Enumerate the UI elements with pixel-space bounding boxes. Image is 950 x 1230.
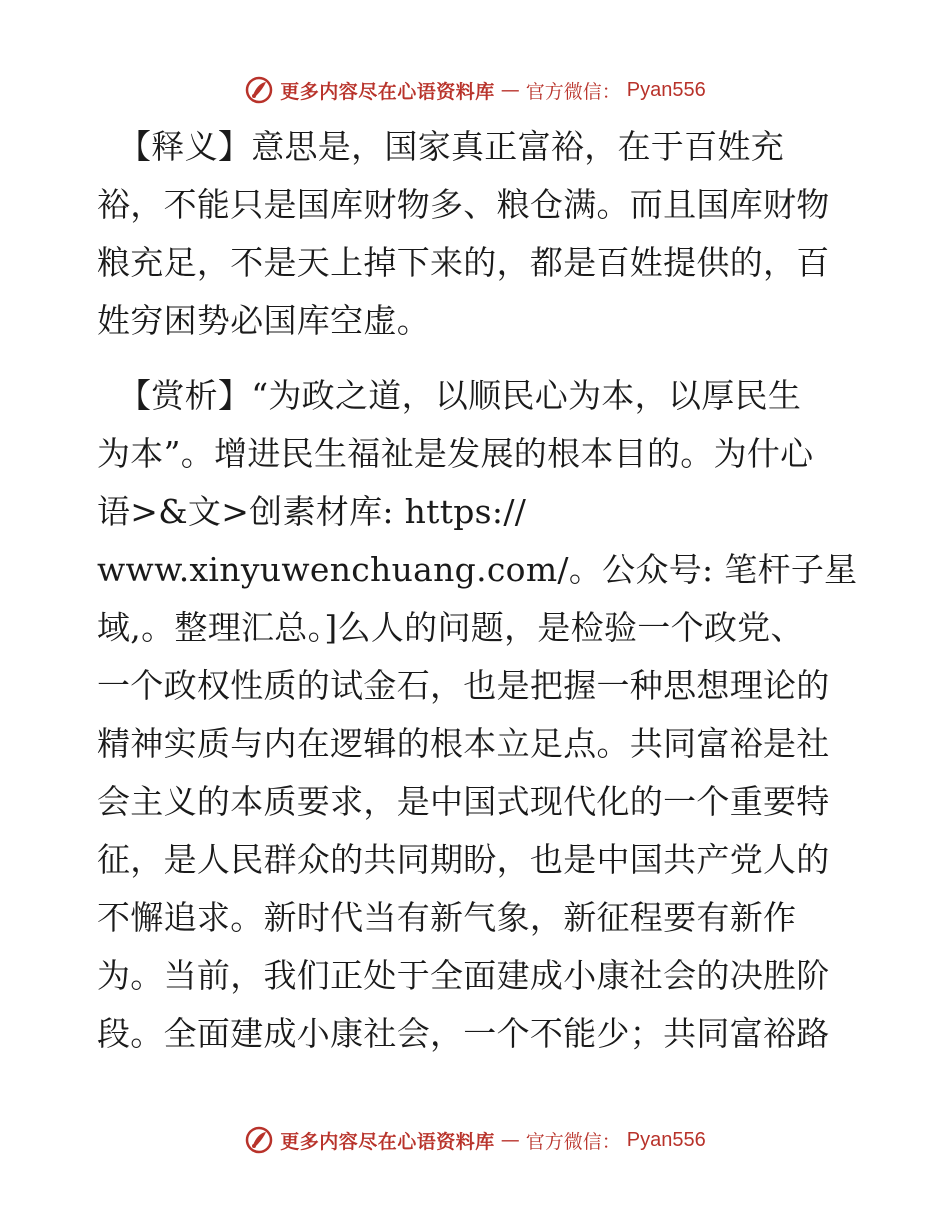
body-line: 精神实质与内在逻辑的根本立足点。共同富裕是社 — [97, 724, 830, 763]
body-line: 【赏析】“为政之道，以顺民心为本，以厚民生 — [118, 376, 802, 415]
body-line: 会主义的本质要求，是中国式现代化的一个重要特 — [97, 782, 830, 821]
body-line: 段。全面建成小康社会，一个不能少；共同富裕路 — [97, 1014, 830, 1053]
banner-dash: — — [500, 1129, 520, 1151]
body-line: 为本”。增进民生福祉是发展的根本目的。为什心 — [97, 434, 814, 473]
banner-contact-handle: Pyan556 — [626, 1128, 706, 1151]
banner-dash: — — [500, 79, 520, 101]
body-line: 一个政权性质的试金石，也是把握一种思想理论的 — [97, 666, 830, 705]
banner-contact-handle: Pyan556 — [626, 78, 706, 101]
banner-contact-label: 官方微信： — [525, 80, 621, 103]
body-line: 【释义】意思是，国家真正富裕，在于百姓充 — [118, 127, 784, 166]
banner-contact-label: 官方微信： — [525, 1130, 621, 1153]
body-line: 语>&文>创素材库: https:// — [97, 492, 527, 531]
brush-logo-icon — [244, 1125, 274, 1155]
body-line: 粮充足，不是天上掉下来的，都是百姓提供的，百 — [97, 243, 830, 282]
banner-text: 更多内容尽在心语资料库 — [280, 1130, 495, 1153]
body-line: www.xinyuwenchuang.com/。公众号: 笔杆子星 — [97, 550, 858, 589]
body-line: 域,。整理汇总。]么人的问题，是检验一个政党、 — [97, 608, 804, 647]
body-line: 征，是人民群众的共同期盼，也是中国共产党人的 — [97, 840, 830, 879]
header-banner — [0, 73, 950, 107]
banner-text: 更多内容尽在心语资料库 — [280, 80, 495, 103]
brush-logo-icon — [244, 75, 274, 105]
body-line: 裕，不能只是国库财物多、粮仓满。而且国库财物 — [97, 185, 830, 224]
body-line: 不懈追求。新时代当有新气象，新征程要有新作 — [97, 898, 797, 937]
body-line: 为。当前，我们正处于全面建成小康社会的决胜阶 — [97, 956, 830, 995]
body-line: 姓穷困势必国库空虚。 — [97, 301, 430, 340]
footer-banner — [0, 1123, 950, 1157]
